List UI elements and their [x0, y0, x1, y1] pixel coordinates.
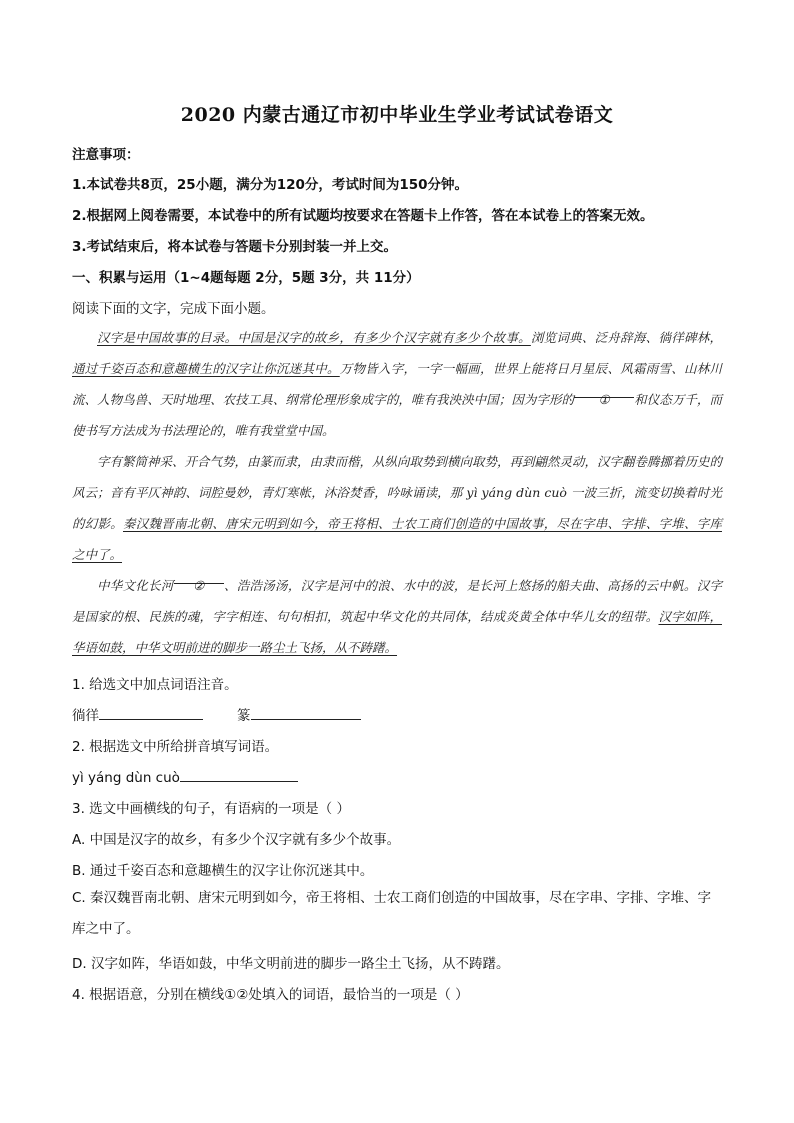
answer-blank-1[interactable] — [99, 704, 203, 720]
question-2-stem: 2. 根据选文中所给拼音填写词语。 — [72, 739, 279, 755]
passage-paragraph-1 — [72, 322, 722, 446]
page-title: 2020 内蒙古通辽市初中毕业生学业考试试卷语文 — [180, 104, 614, 126]
question-2-answer — [72, 766, 298, 786]
question-3-option-d: D. 汉字如阵，华语如鼓，中华文明前进的脚步一路尘土飞扬，从不踌躇。 — [72, 956, 510, 972]
question-3-stem: 3. 选文中画横线的句子，有语病的一项是（ ） — [72, 801, 350, 817]
notice-heading: 注意事项： — [72, 147, 140, 163]
word-1-label: 徜徉 — [72, 708, 99, 724]
question-3-option-c: C. 秦汉魏晋南北朝、唐宋元明到如今，帝王将相、士农工商们创造的中国故事，尽在字串、字排、字堆、字库之中了。 — [72, 890, 712, 937]
underlined-sentence-d: 汉字如阵，华语如鼓，中华文明前进的脚步一路尘土飞扬，从不踌躇。 — [72, 609, 722, 655]
passage-paragraph-3 — [72, 570, 722, 663]
pinyin-label: yì yáng dùn cuò — [72, 770, 180, 786]
question-1-answers — [72, 704, 361, 724]
question-1-stem: 1. 给选文中加点词语注音。 — [72, 677, 238, 693]
passage-text: 字有繁简神采、开合气势，由篆而隶，由隶而楷，从纵向取势到横向取势，再到翩然灵动，汉字翻卷腾挪着历史的风云；音有平仄神韵、词腔曼妙，青灯寒帐，沐浴焚香，吟咏诵读，那 yì yáng dùn cuò 一波三折，流变切换着时光的幻影。 — [72, 454, 723, 531]
reading-instruction: 阅读下面的文字，完成下面小题。 — [72, 301, 275, 317]
notice-item-2: 2.根据网上阅卷需要，本试卷中的所有试题均按要求在答题卡上作答，答在本试卷上的答案无效。 — [72, 208, 654, 224]
section-heading: 一、积累与运用（1~4题每题 2分，5题 3分，共 11分） — [72, 270, 420, 286]
passage-text: 万物皆入字，一字一幅画，世界上能将日月星辰、风霜雨雪、山林川流、人物鸟兽、天时地理、农技工具、纲常伦理形象成字的，唯有我泱泱中国；因为字形的 — [72, 361, 722, 407]
passage-text: 、浩浩汤汤，汉字是河中的浪、水中的波，是长河上悠扬的船夫曲、高扬的云中帆。汉字是国家的根、民族的魂，字字相连、句句相扣，筑起中华文化的共同体，结成炎黄全体中华儿女的纽带。 — [72, 578, 722, 624]
notice-item-1: 1.本试卷共8页，25小题，满分为120分，考试时间为150分钟。 — [72, 177, 469, 193]
passage-text: 浏览词典、泛舟辞海、徜徉碑林， — [530, 330, 722, 345]
blank-2: ② — [174, 570, 224, 584]
word-2-label: 篆 — [237, 708, 251, 724]
notice-item-3: 3.考试结束后，将本试卷与答题卡分别封装一并上交。 — [72, 239, 398, 255]
question-3-option-b: B. 通过千姿百态和意趣横生的汉字让你沉迷其中。 — [72, 863, 374, 879]
answer-blank-3[interactable] — [180, 766, 298, 782]
passage-text: 中华文化长河 — [97, 578, 174, 593]
passage-paragraph-2 — [72, 446, 722, 570]
answer-blank-2[interactable] — [251, 704, 361, 720]
underlined-sentence-a: 汉字是中国故事的目录。中国是汉字的故乡，有多少个汉字就有多少个故事。 — [97, 330, 531, 345]
underlined-sentence-b: 通过千姿百态和意趣横生的汉字让你沉迷其中。 — [72, 361, 340, 376]
question-4-stem: 4. 根据语意，分别在横线①②处填入的词语，最恰当的一项是（ ） — [72, 987, 469, 1003]
underlined-sentence-c: 秦汉魏晋南北朝、唐宋元明到如今，帝王将相、士农工商们创造的中国故事，尽在字串、字排、字堆、字库之中了。 — [72, 516, 722, 562]
passage-text: 和仪态万千，而使书写方法成为书法理论的，唯有我堂堂中国。 — [72, 392, 722, 438]
question-3-option-a: A. 中国是汉字的故乡，有多少个汉字就有多少个故事。 — [72, 832, 401, 848]
blank-1: ① — [574, 384, 634, 398]
